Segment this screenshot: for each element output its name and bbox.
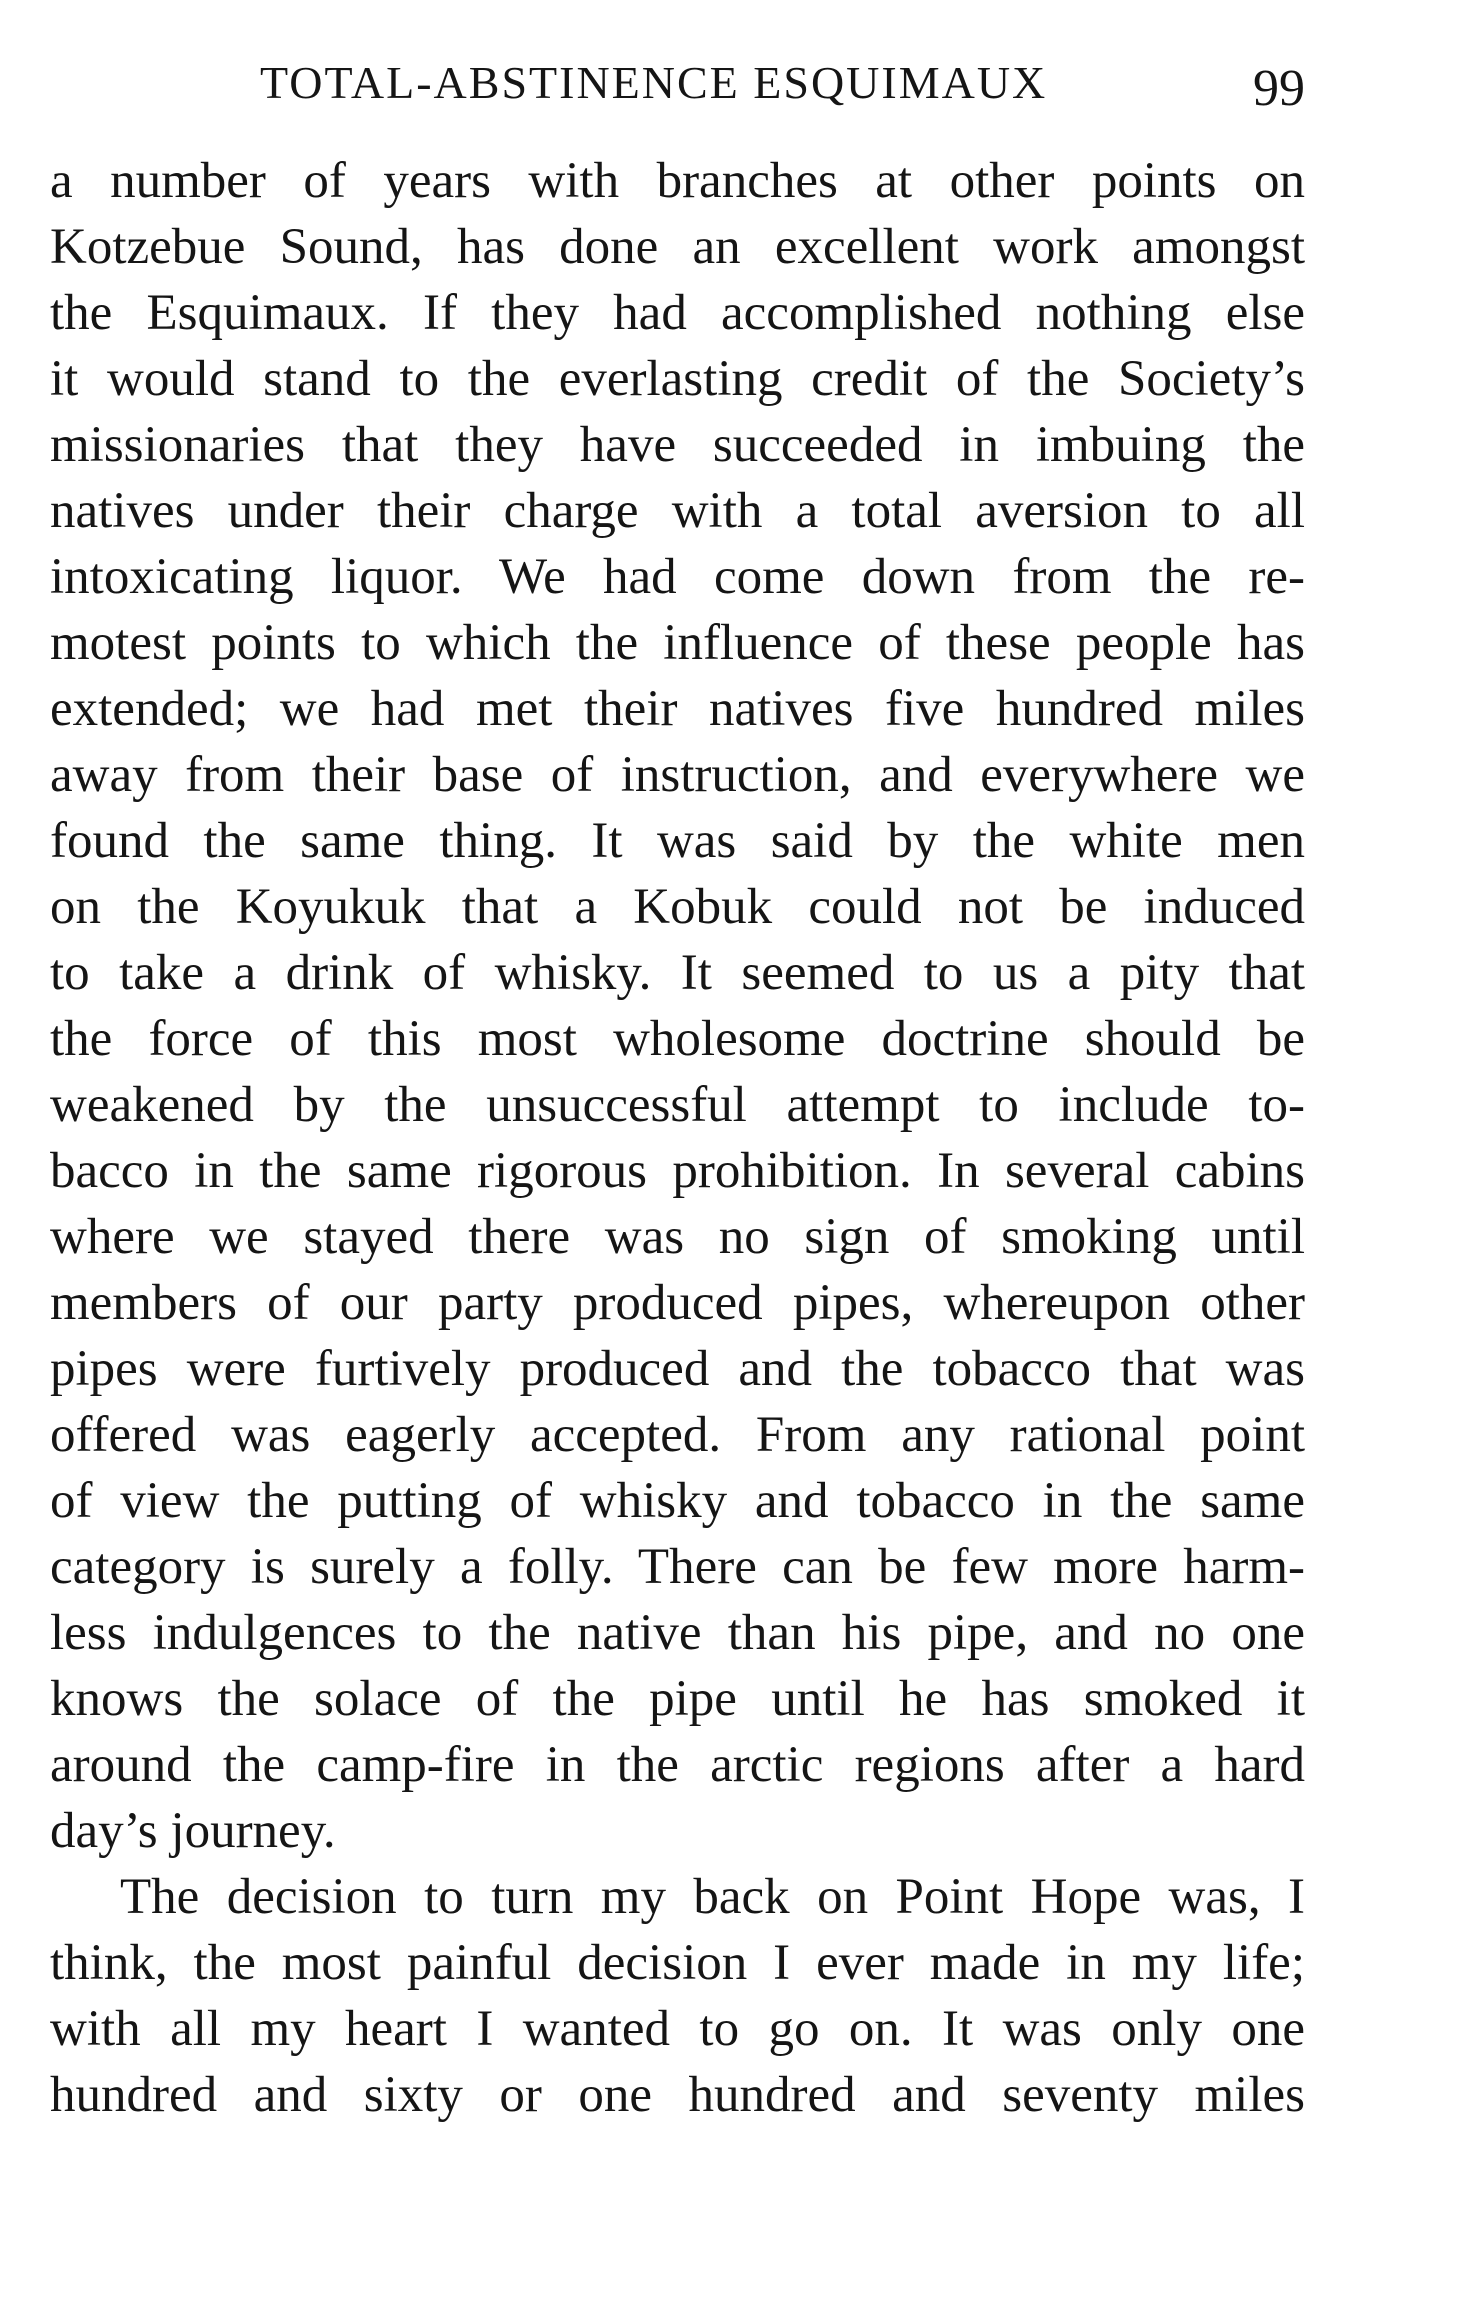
text-line: hundred and sixty or one hundred and seventy miles [50, 2067, 1305, 2123]
text-line: bacco in the same rigorous prohibition. In several cabins [50, 1143, 1305, 1199]
text-line: knows the solace of the pipe until he has smoked it [50, 1671, 1305, 1727]
text-line: members of our party produced pipes, whereupon other [50, 1275, 1305, 1331]
text-line: of view the putting of whisky and tobacco in the same [50, 1473, 1305, 1529]
text-line: offered was eagerly accepted. From any rational point [50, 1407, 1305, 1463]
text-line: it would stand to the everlasting credit of the Society’s [50, 351, 1305, 407]
text-line: missionaries that they have succeeded in imbuing the [50, 417, 1305, 473]
text-line: less indulgences to the native than his pipe, and no one [50, 1605, 1305, 1661]
text-line: pipes were furtively produced and the tobacco that was [50, 1341, 1305, 1397]
text-line: The decision to turn my back on Point Hope was, I [120, 1869, 1305, 1925]
body-text [50, 148, 1305, 2128]
text-line: where we stayed there was no sign of smoking until [50, 1209, 1305, 1265]
text-line: around the camp-fire in the arctic regions after a hard [50, 1737, 1305, 1793]
text-line: intoxicating liquor. We had come down from the re- [50, 549, 1305, 605]
text-line: category is surely a folly. There can be few more harm- [50, 1539, 1305, 1595]
text-line: to take a drink of whisky. It seemed to us a pity that [50, 945, 1305, 1001]
running-head [50, 48, 1305, 118]
text-line: the Esquimaux. If they had accomplished nothing else [50, 285, 1305, 341]
text-line: with all my heart I wanted to go on. It was only one [50, 2001, 1305, 2057]
paragraph-2 [50, 1864, 1305, 2128]
text-line: natives under their charge with a total aversion to all [50, 483, 1305, 539]
text-line: think, the most painful decision I ever made in my life; [50, 1935, 1305, 1991]
text-line: weakened by the unsuccessful attempt to include to- [50, 1077, 1305, 1133]
text-line: Kotzebue Sound, has done an excellent work amongst [50, 219, 1305, 275]
text-line: a number of years with branches at other points on [50, 153, 1305, 209]
running-title: TOTAL-ABSTINENCE ESQUIMAUX [260, 57, 1048, 108]
text-line: extended; we had met their natives five hundred miles [50, 681, 1305, 737]
page-number: 99 [1253, 60, 1305, 117]
text-line: found the same thing. It was said by the white men [50, 813, 1305, 869]
paragraph-1 [50, 148, 1305, 1864]
text-line: away from their base of instruction, and everywhere we [50, 747, 1305, 803]
text-line: day’s journey. [50, 1803, 336, 1859]
text-line: motest points to which the influence of these people has [50, 615, 1305, 671]
text-line: the force of this most wholesome doctrine should be [50, 1011, 1305, 1067]
text-line: on the Koyukuk that a Kobuk could not be induced [50, 879, 1305, 935]
